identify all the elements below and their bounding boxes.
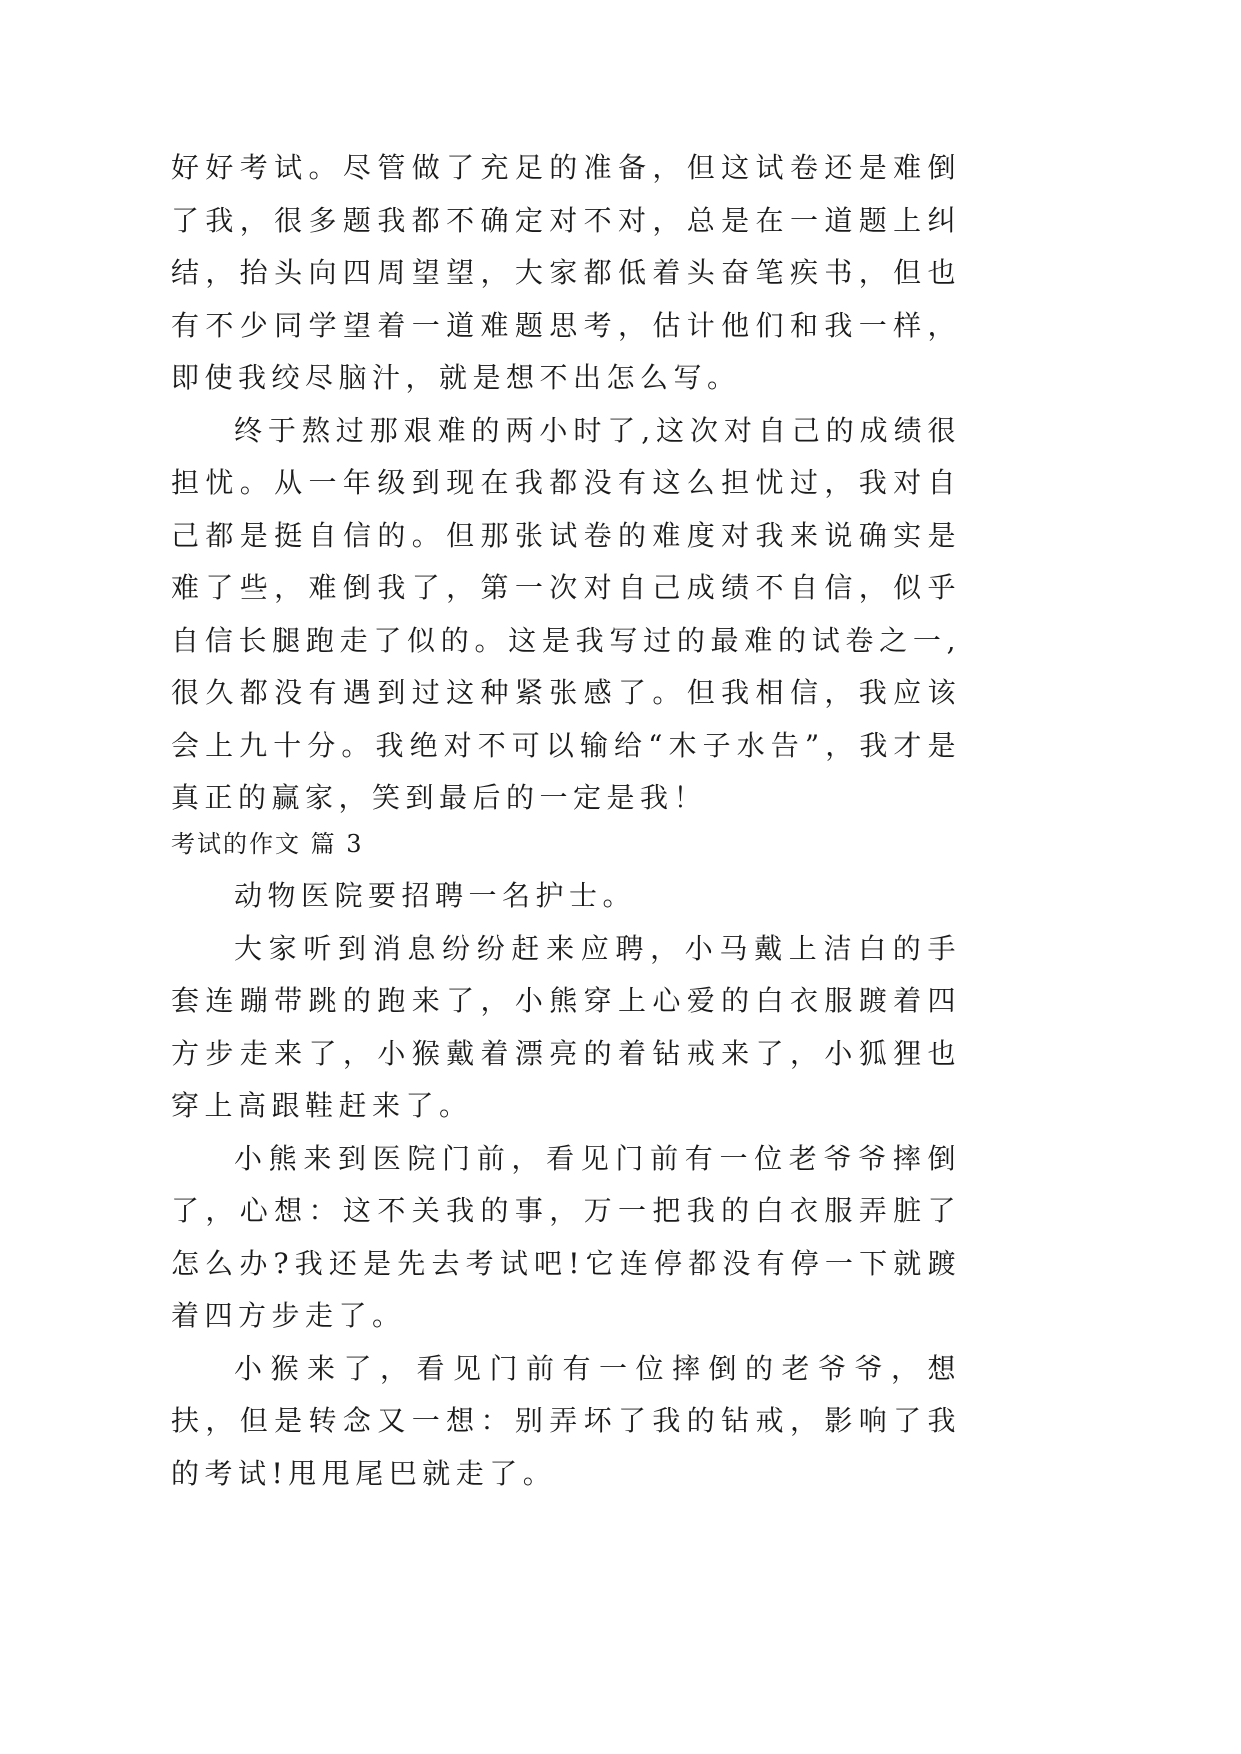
body-paragraph: 小熊来到医院门前，看见门前有一位老爷爷摔倒了，心想：这不关我的事，万一把我的白衣服弄脏了怎么办?我还是先去考试吧!它连停都没有停一下就踱着四方步走了。 <box>171 1141 961 1332</box>
section-heading: 考试的作文 篇 3 <box>171 830 364 858</box>
document-page <box>171 0 961 1584</box>
body-paragraph: 动物医院要招聘一名护士。 <box>234 879 637 912</box>
body-paragraph: 终于熬过那艰难的两小时了,这次对自己的成绩很担忧。从一年级到现在我都没有这么担忧过，我对自己都是挺自信的。但那张试卷的难度对我来说确实是难了些，难倒我了，第一次对自己成绩不自信，似乎自信长腿跑走了似的。这是我写过的最难的试卷之一,很久都没有遇到过这种紧张感了。但我相信，我应该会上九十分。我绝对不可以输给“木子水告”，我才是真正的赢家，笑到最后的一定是我！ <box>171 413 961 814</box>
body-paragraph: 小猴来了，看见门前有一位摔倒的老爷爷，想扶，但是转念又一想：别弄坏了我的钻戒，影响了我的考试!甩甩尾巴就走了。 <box>171 1351 961 1490</box>
body-paragraph: 大家听到消息纷纷赶来应聘，小马戴上洁白的手套连蹦带跳的跑来了，小熊穿上心爱的白衣服踱着四方步走来了，小猴戴着漂亮的着钻戒来了，小狐狸也穿上高跟鞋赶来了。 <box>171 931 961 1122</box>
continued-section <box>171 142 961 825</box>
body-paragraph: 好好考试。尽管做了充足的准备，但这试卷还是难倒了我，很多题我都不确定对不对，总是在一道题上纠结，抬头向四周望望，大家都低着头奋笔疾书，但也有不少同学望着一道难题思考，估计他们和我一样，即使我绞尽脑汁，就是想不出怎么写。 <box>171 151 961 394</box>
essay-section-3 <box>171 826 961 1500</box>
